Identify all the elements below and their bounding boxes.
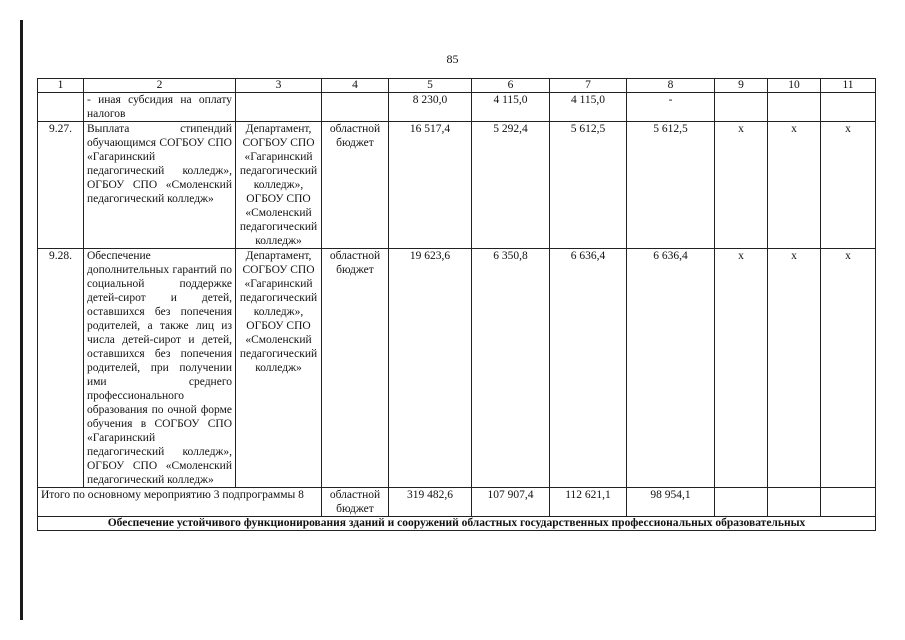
total-label: Итого по основному мероприятию 3 подпрограммы 8 <box>38 488 322 517</box>
column-number-row <box>38 79 876 93</box>
year2-amount: 4 115,0 <box>550 93 627 122</box>
column-header: 2 <box>84 79 236 93</box>
year3-amount: 98 954,1 <box>627 488 715 517</box>
table-row <box>38 93 876 122</box>
table-row <box>38 249 876 488</box>
year3-amount: - <box>627 93 715 122</box>
indicator-cell: х <box>768 122 821 249</box>
indicator-cell: х <box>715 249 768 488</box>
funding-source <box>322 93 389 122</box>
year1-amount: 4 115,0 <box>472 93 550 122</box>
total-amount: 16 517,4 <box>389 122 472 249</box>
indicator-cell: х <box>821 122 876 249</box>
total-row <box>38 488 876 517</box>
column-header: 8 <box>627 79 715 93</box>
responsible-executor <box>236 93 322 122</box>
column-header: 3 <box>236 79 322 93</box>
year3-amount: 5 612,5 <box>627 122 715 249</box>
indicator-cell: х <box>821 249 876 488</box>
column-header: 7 <box>550 79 627 93</box>
total-amount: 19 623,6 <box>389 249 472 488</box>
responsible-executor: Департамент, СОГБОУ СПО «Гагаринский педагогический колледж», ОГБОУ СПО «Смоленский педагогический колледж» <box>236 249 322 488</box>
table-row <box>38 122 876 249</box>
column-header: 5 <box>389 79 472 93</box>
year2-amount: 5 612,5 <box>550 122 627 249</box>
year1-amount: 6 350,8 <box>472 249 550 488</box>
activity-name: Обеспечение дополнительных гарантий по социальной поддержке детей-сирот и детей, оставшихся без попечения родителей, а также лиц из числа детей-сирот и детей, оставшихся без попечения родителей, при получении ими среднего профессионального образования по очной форме обучения в СОГБОУ СПО «Гагаринский педагогический колледж», ОГБОУ СПО «Смоленский педагогический колледж» <box>84 249 236 488</box>
year2-amount: 6 636,4 <box>550 249 627 488</box>
year1-amount: 107 907,4 <box>472 488 550 517</box>
activity-name: - иная субсидия на оплату налогов <box>84 93 236 122</box>
activity-name: Выплата стипендий обучающимся СОГБОУ СПО «Гагаринский педагогический колледж», ОГБОУ СПО «Смоленский педагогический колледж» <box>84 122 236 249</box>
year3-amount: 6 636,4 <box>627 249 715 488</box>
funding-source: областной бюджет <box>322 122 389 249</box>
column-header: 11 <box>821 79 876 93</box>
page-number: 85 <box>446 52 459 66</box>
indicator-cell <box>768 93 821 122</box>
funding-source: областной бюджет <box>322 488 389 517</box>
indicator-cell <box>715 93 768 122</box>
binding-line <box>20 20 23 620</box>
section-heading-row <box>38 517 876 531</box>
section-heading: Обеспечение устойчивого функционирования зданий и сооружений областных государственных профессиональных образовательных <box>38 517 876 531</box>
indicator-cell: х <box>715 122 768 249</box>
row-number <box>38 93 84 122</box>
budget-table <box>37 78 876 531</box>
column-header: 10 <box>768 79 821 93</box>
year1-amount: 5 292,4 <box>472 122 550 249</box>
funding-source: областной бюджет <box>322 249 389 488</box>
total-amount: 319 482,6 <box>389 488 472 517</box>
column-header: 4 <box>322 79 389 93</box>
row-number: 9.28. <box>38 249 84 488</box>
responsible-executor: Департамент, СОГБОУ СПО «Гагаринский педагогический колледж», ОГБОУ СПО «Смоленский педагогический колледж» <box>236 122 322 249</box>
indicator-cell <box>821 488 876 517</box>
total-amount: 8 230,0 <box>389 93 472 122</box>
year2-amount: 112 621,1 <box>550 488 627 517</box>
indicator-cell <box>768 488 821 517</box>
column-header: 6 <box>472 79 550 93</box>
indicator-cell: х <box>768 249 821 488</box>
indicator-cell <box>715 488 768 517</box>
column-header: 9 <box>715 79 768 93</box>
row-number: 9.27. <box>38 122 84 249</box>
indicator-cell <box>821 93 876 122</box>
column-header: 1 <box>38 79 84 93</box>
